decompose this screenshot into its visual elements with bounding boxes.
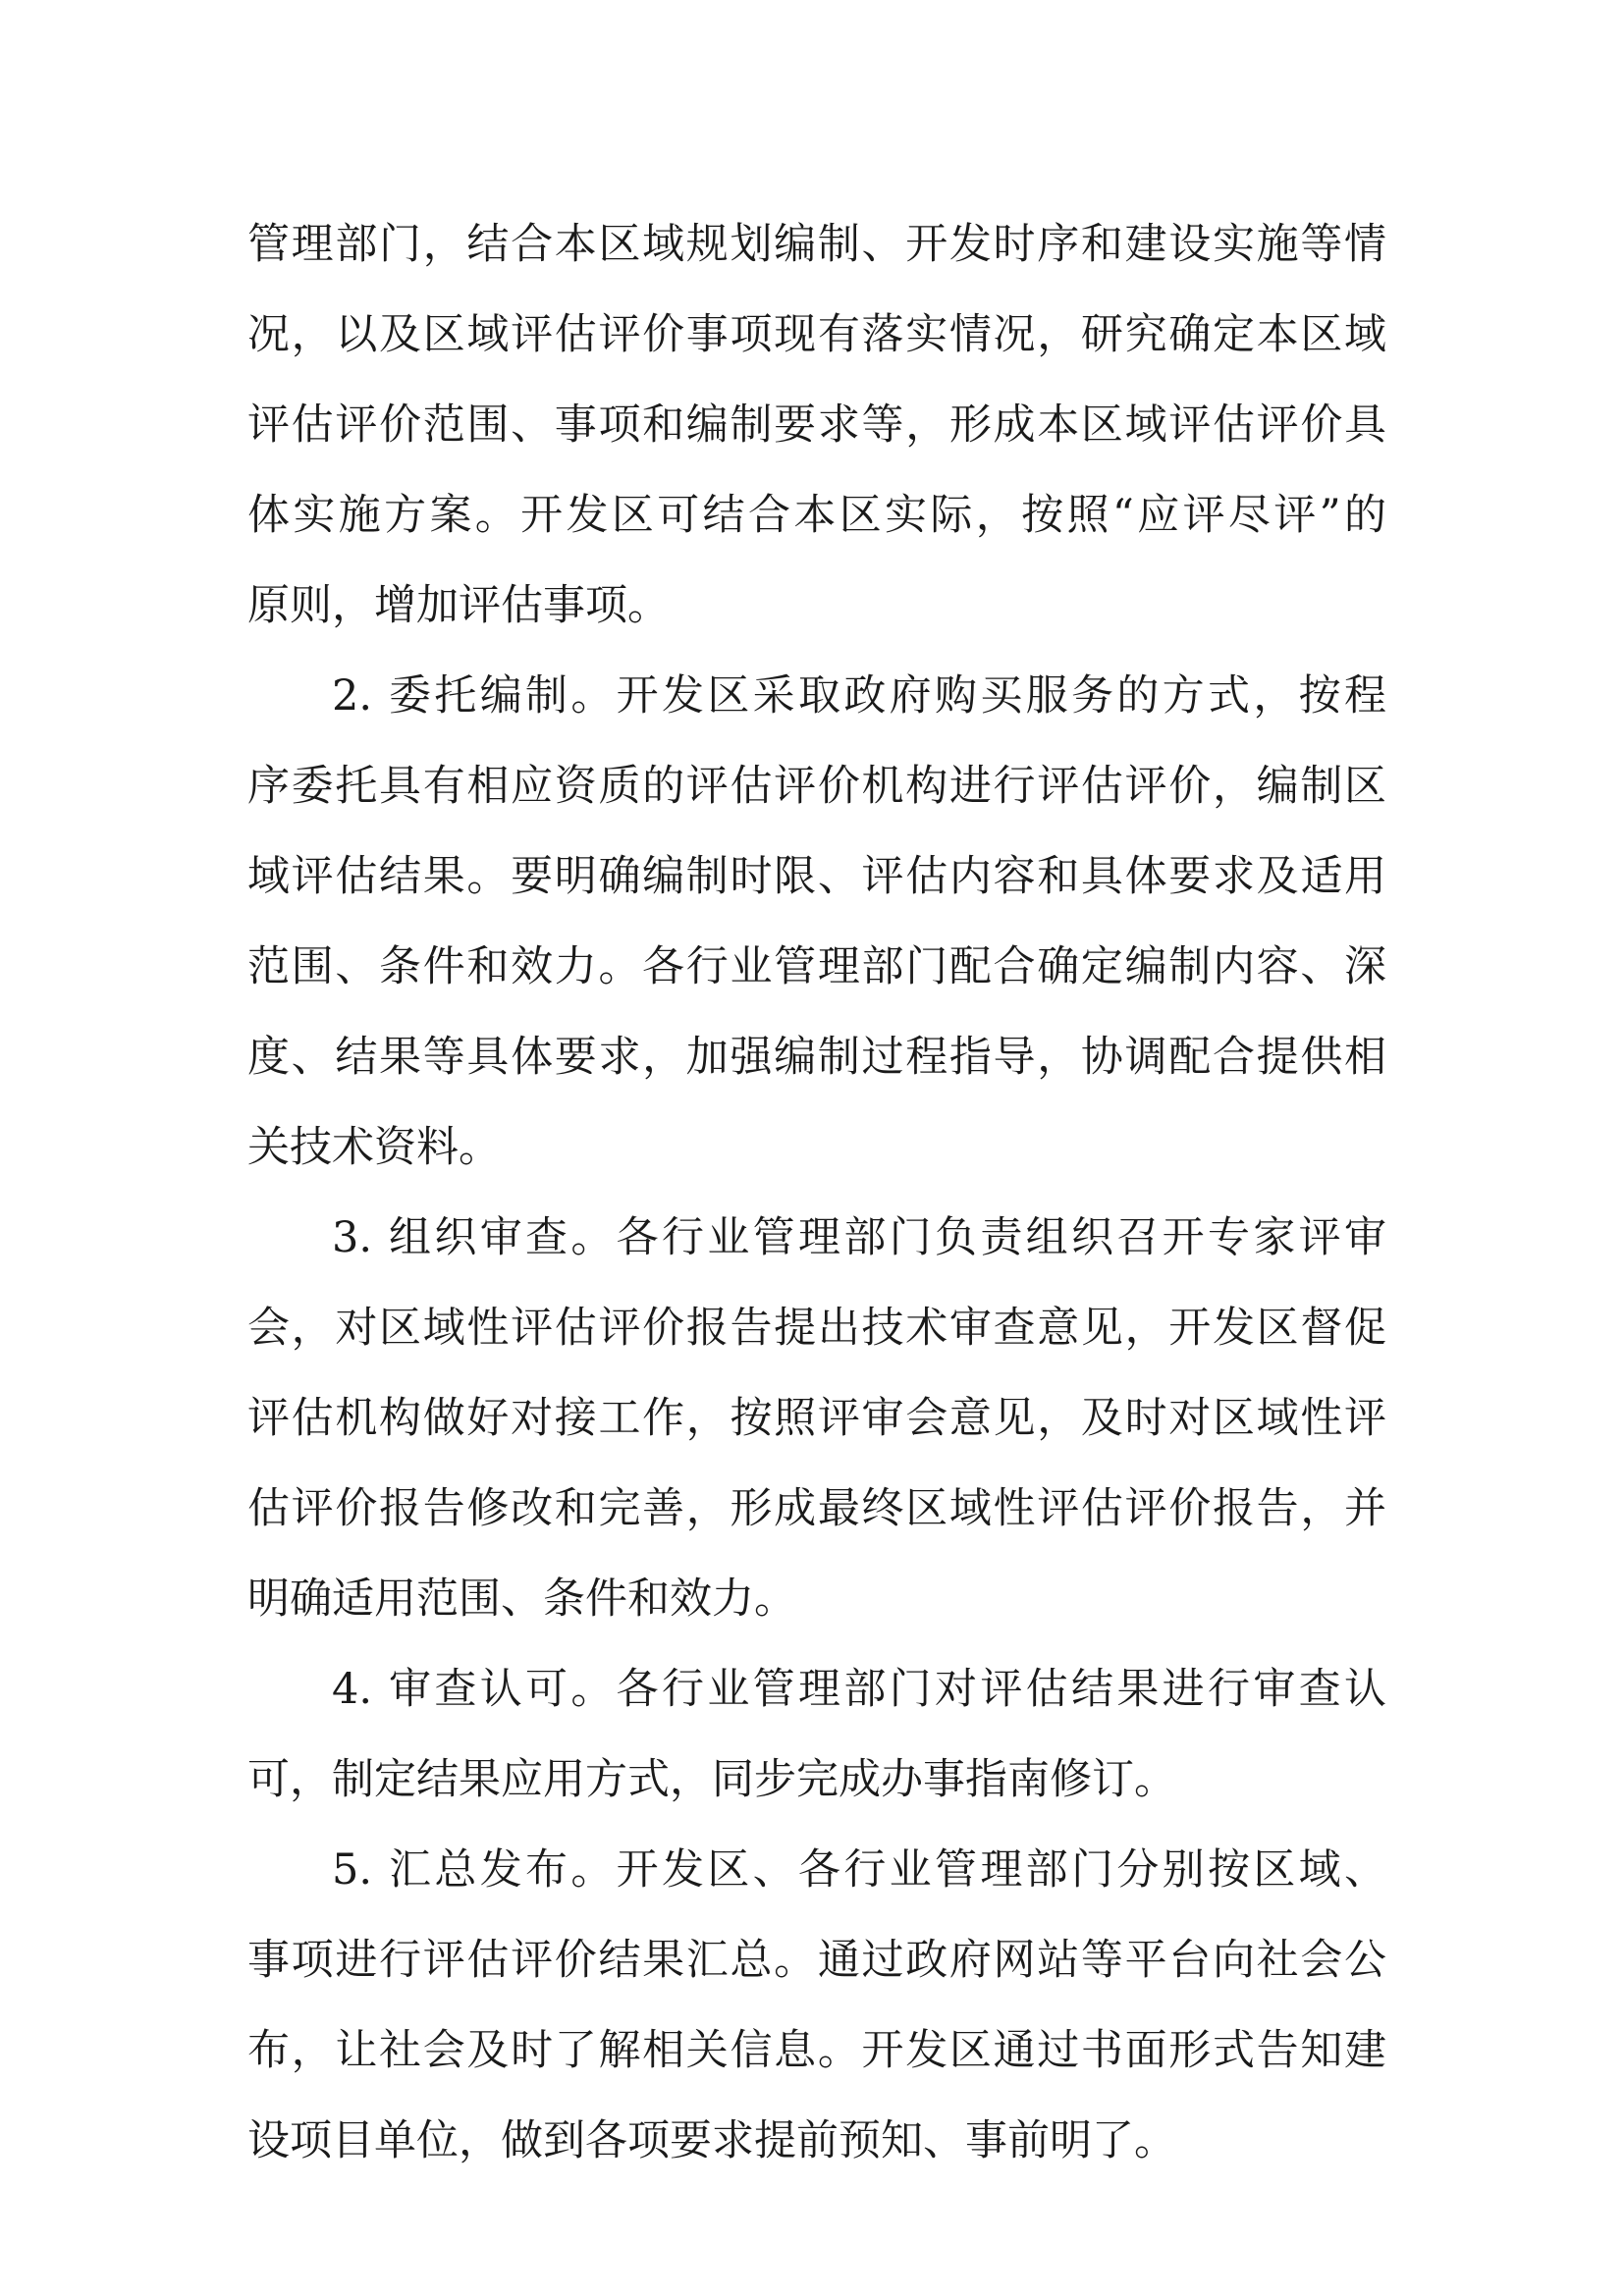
paragraph-line: 事项进行评估评价结果汇总。通过政府网站等平台向社会公: [247, 1936, 1386, 1985]
paragraph-first-line: 5. 汇总发布。开发区、各行业管理部门分别按区域、: [332, 1845, 1386, 1895]
paragraph-line: 可，制定结果应用方式，同步完成办事指南修订。: [247, 1755, 1176, 1804]
paragraph-line: 布，让社会及时了解相关信息。开发区通过书面形式告知建: [247, 2026, 1386, 2075]
paragraph-line: 评估机构做好对接工作，按照评审会意见，及时对区域性评: [247, 1394, 1386, 1443]
paragraph-line: 范围、条件和效力。各行业管理部门配合确定编制内容、深: [247, 942, 1386, 991]
paragraph-line: 关技术资料。: [247, 1123, 501, 1172]
paragraph-line: 域评估结果。要明确编制时限、评估内容和具体要求及适用: [247, 852, 1386, 901]
paragraph-line: 会，对区域性评估评价报告提出技术审查意见，开发区督促: [247, 1304, 1386, 1353]
paragraph-line: 度、结果等具体要求，加强编制过程指导，协调配合提供相: [247, 1033, 1386, 1082]
document-body: [247, 199, 1386, 2186]
paragraph-line: 管理部门，结合本区域规划编制、开发时序和建设实施等情: [247, 220, 1386, 269]
paragraph-first-line: 3. 组织审查。各行业管理部门负责组织召开专家评审: [332, 1213, 1386, 1262]
paragraph-line: 明确适用范围、条件和效力。: [247, 1575, 796, 1624]
paragraph-line: 序委托具有相应资质的评估评价机构进行评估评价，编制区: [247, 762, 1386, 811]
paragraph-line: 评估评价范围、事项和编制要求等，形成本区域评估评价具: [247, 400, 1386, 450]
paragraph-line: 原则，增加评估事项。: [247, 581, 670, 630]
paragraph-line: 设项目单位，做到各项要求提前预知、事前明了。: [247, 2116, 1176, 2165]
paragraph-line: 估评价报告修改和完善，形成最终区域性评估评价报告，并: [247, 1484, 1386, 1533]
paragraph-line: 体实施方案。开发区可结合本区实际，按照“应评尽评”的: [247, 491, 1386, 540]
paragraph-first-line: 4. 审查认可。各行业管理部门对评估结果进行审查认: [332, 1665, 1386, 1714]
paragraph-line: 况，以及区域评估评价事项现有落实情况，研究确定本区域: [247, 310, 1386, 359]
paragraph-first-line: 2. 委托编制。开发区采取政府购买服务的方式，按程: [332, 671, 1386, 721]
